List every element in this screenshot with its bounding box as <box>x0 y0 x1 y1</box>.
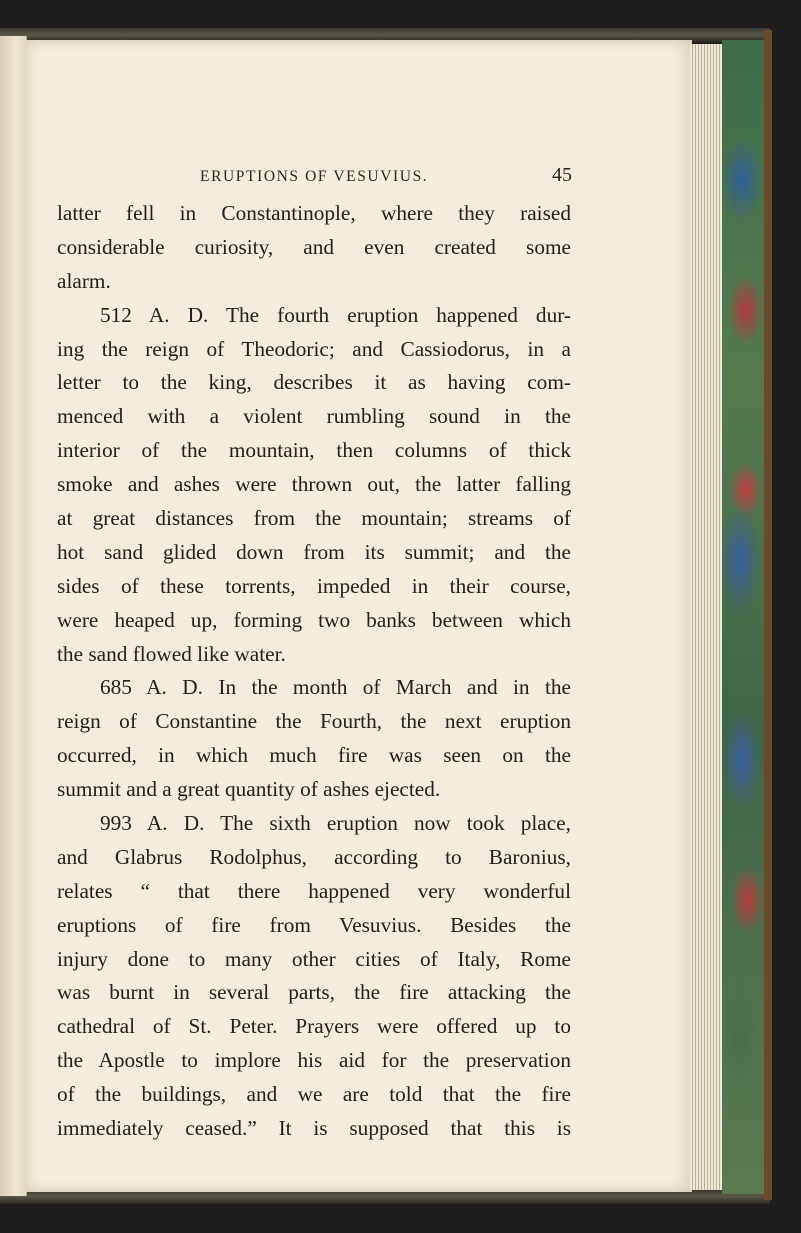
text-line: 993 A. D. The sixth eruption now took place, <box>100 811 571 836</box>
text-line: at great distances from the mountain; streams of <box>57 506 571 531</box>
text-line: occurred, in which much fire was seen on the <box>57 743 571 768</box>
text-line: latter fell in Constantinople, where they raised <box>57 201 571 225</box>
text-line: and Glabrus Rodolphus, according to Baronius, <box>57 844 571 869</box>
text-line: relates “ that there happened very wonderful <box>57 878 571 903</box>
cover-board-edge <box>764 30 772 1200</box>
text-line: considerable curiosity, and even created some <box>57 234 571 259</box>
page-number: 45 <box>552 164 572 186</box>
running-head: ERUPTIONS OF VESUVIUS. <box>200 168 429 185</box>
marbled-cover-board <box>722 40 766 1194</box>
text-line: were heaped up, forming two banks between which <box>57 607 571 632</box>
page-stack-edges <box>690 44 722 1190</box>
text-line: the Apostle to implore his aid for the preservation <box>57 1048 571 1073</box>
text-line: immediately ceased.” It is supposed that this is <box>57 1116 571 1141</box>
text-line: eruptions of fire from Vesuvius. Besides the <box>57 912 571 937</box>
text-line: ing the reign of Theodoric; and Cassiodorus, in a <box>57 336 571 361</box>
facing-page-edge <box>0 36 27 1196</box>
text-line: alarm. <box>57 268 111 293</box>
body-text <box>57 197 571 1146</box>
text-line: interior of the mountain, then columns of thick <box>57 438 571 463</box>
text-line: was burnt in several parts, the fire attacking the <box>57 980 571 1005</box>
text-line: hot sand glided down from its summit; and the <box>57 539 571 564</box>
text-line: the sand flowed like water. <box>57 641 286 666</box>
text-line: sides of these torrents, impeded in their course, <box>57 573 571 598</box>
text-line: injury done to many other cities of Italy, Rome <box>57 946 571 971</box>
text-line: 685 A. D. In the month of March and in the <box>100 675 571 700</box>
text-line: 512 A. D. The fourth eruption happened dur- <box>100 302 571 327</box>
text-line: menced with a violent rumbling sound in the <box>57 404 571 429</box>
text-line: reign of Constantine the Fourth, the next eruption <box>57 709 571 734</box>
text-line: cathedral of St. Peter. Prayers were offered up to <box>57 1014 571 1039</box>
text-line: letter to the king, describes it as having com- <box>57 370 571 395</box>
text-line: smoke and ashes were thrown out, the latter falling <box>57 472 571 497</box>
text-line: summit and a great quantity of ashes ejected. <box>57 777 441 802</box>
text-line: of the buildings, and we are told that the fire <box>57 1082 571 1107</box>
